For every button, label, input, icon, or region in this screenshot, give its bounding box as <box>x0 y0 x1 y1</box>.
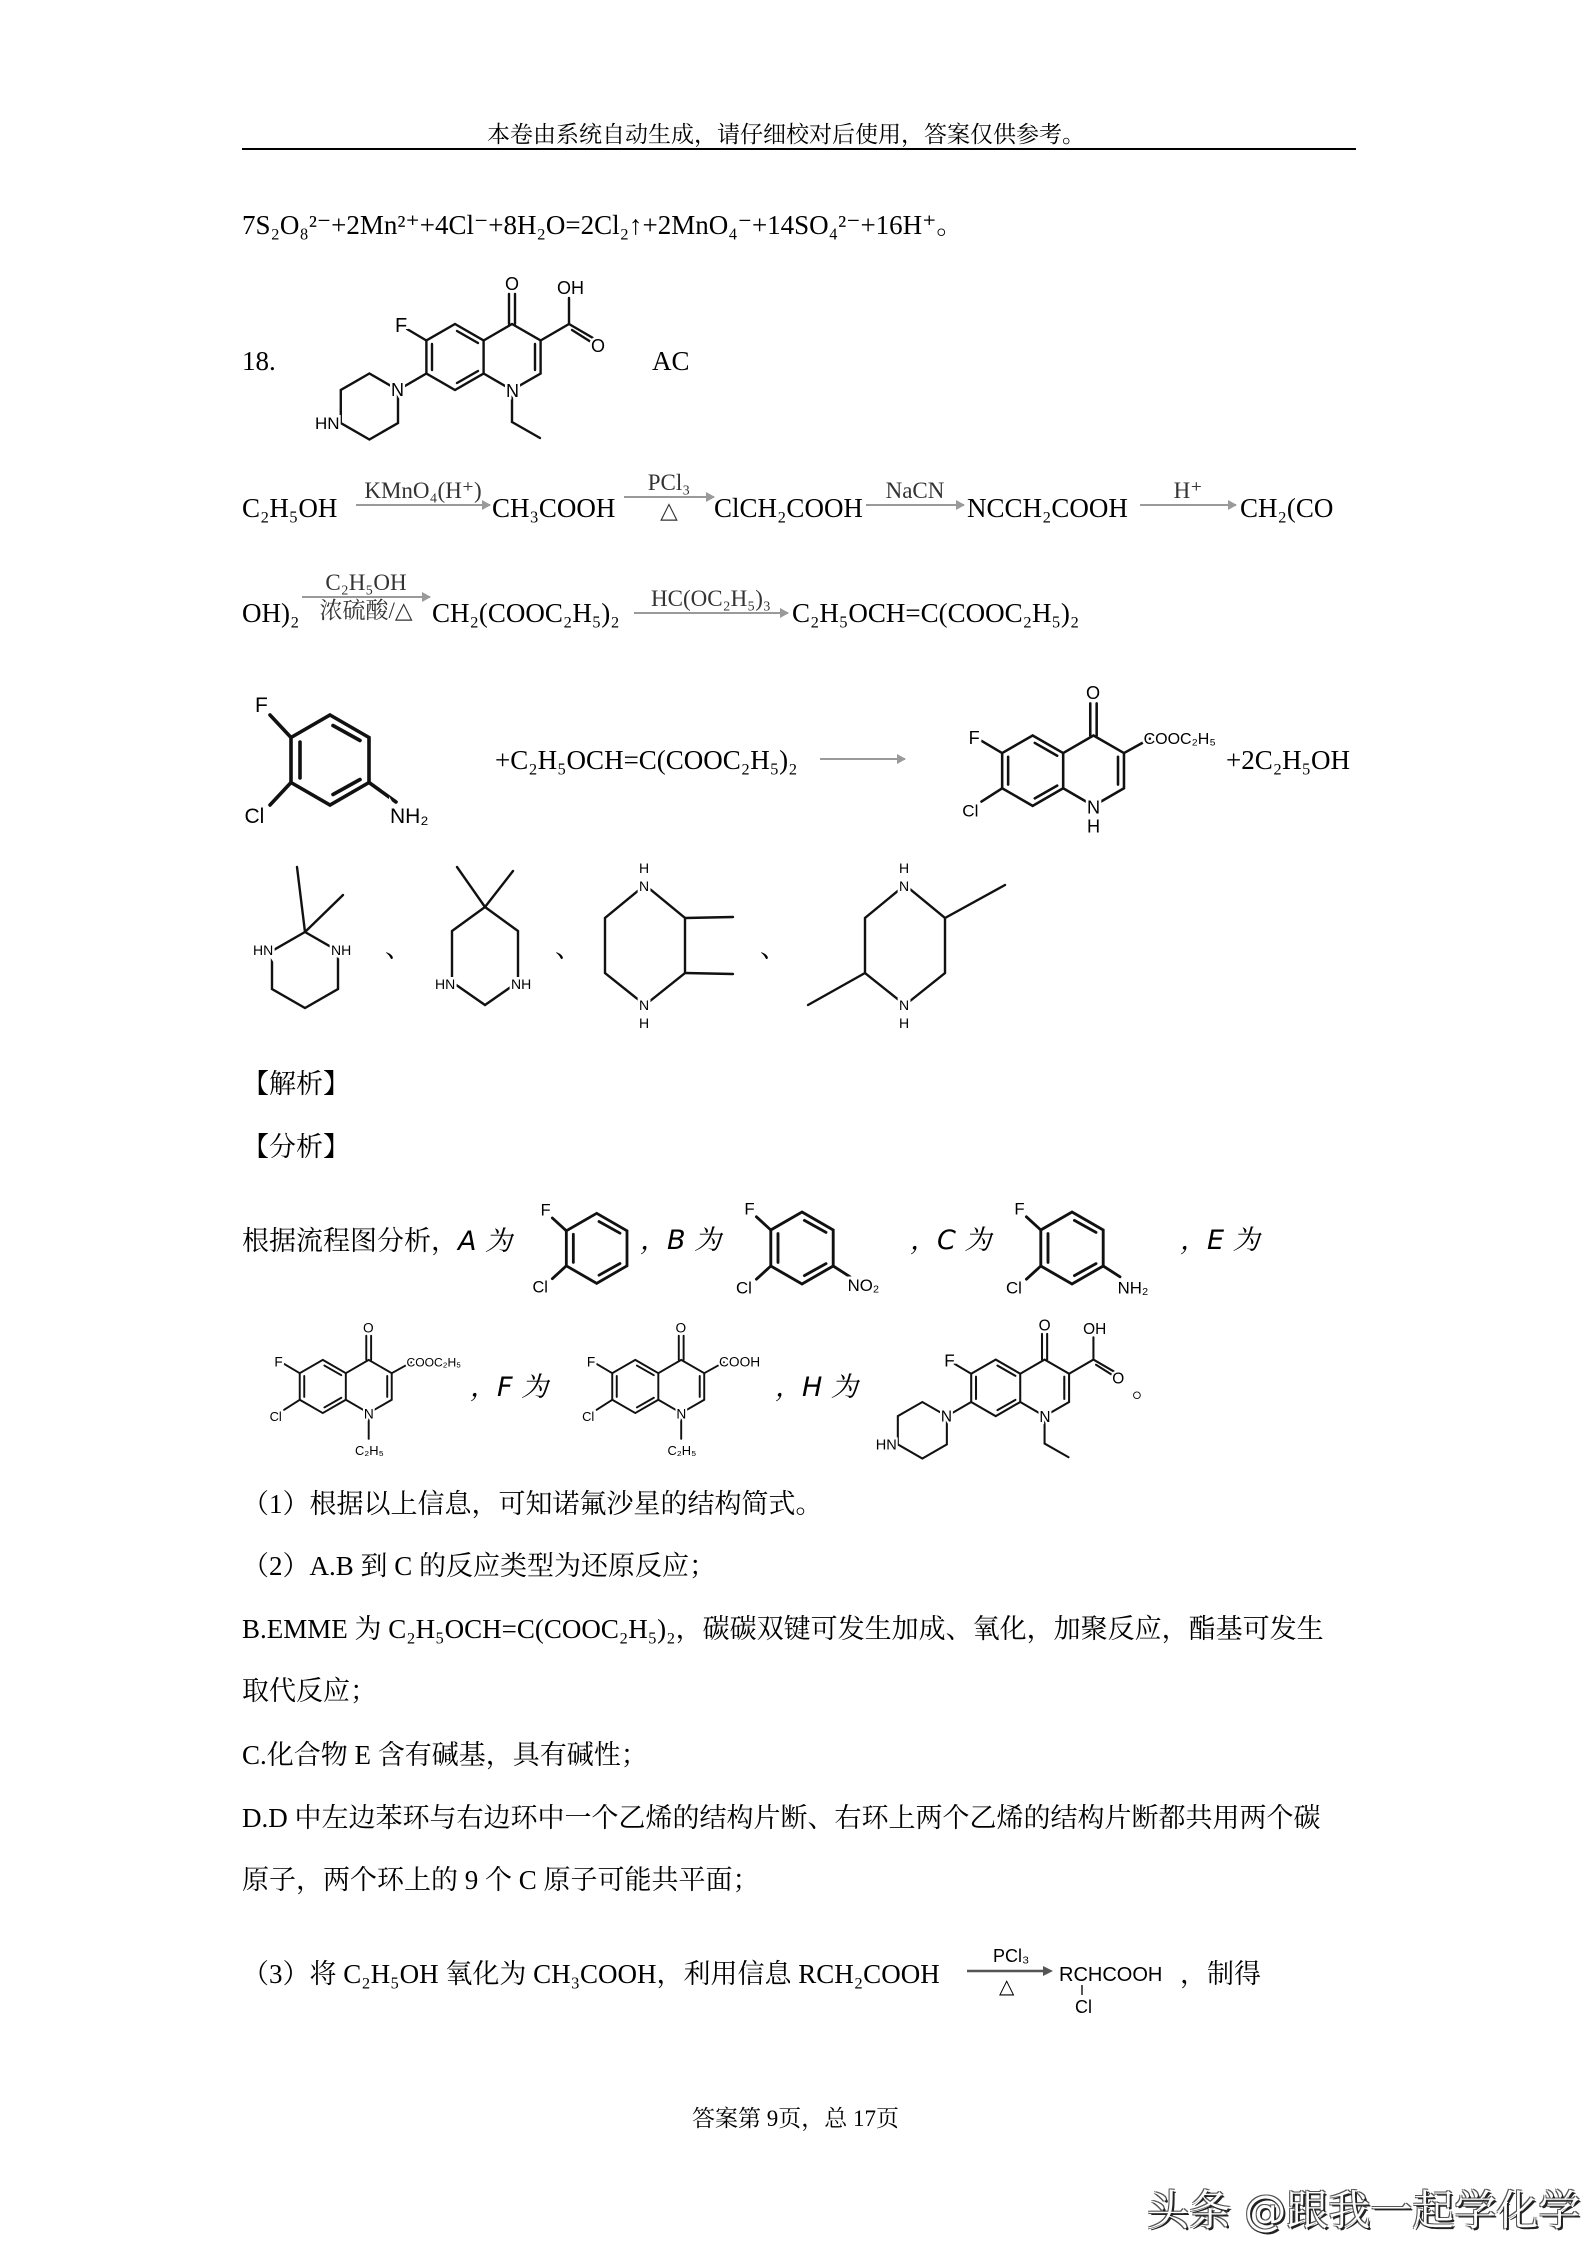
atom-label: O <box>505 274 520 294</box>
sentence-end: 。 <box>1132 1373 1159 1403</box>
atom-label: H <box>1087 816 1101 837</box>
structure-h <box>865 1315 1135 1465</box>
atom-label: O <box>1112 1370 1125 1388</box>
atom-label: C₂H₅ <box>355 1442 384 1458</box>
compound-diethyl-malonate: CH₂(COOC₂H₅)₂ <box>432 598 620 628</box>
answer-option-d: D.D 中左边苯环与右边环中一个乙烯的结构片断、右环上两个乙烯的结构片断都共用两个碳 <box>242 1803 1321 1833</box>
atom-label: OH <box>1083 1320 1107 1338</box>
atom-label: F <box>274 1354 283 1370</box>
atom-label: N <box>940 1408 952 1426</box>
atom-label: F <box>968 728 980 748</box>
isomer-dimethyl-hexahydropyrimidine-5 <box>415 855 565 1035</box>
atom-label: N <box>899 997 910 1013</box>
atom-label: O <box>1038 1317 1051 1335</box>
reaction-arrow <box>356 478 490 506</box>
answer-part-3: （3）将 C₂H₅OH 氧化为 CH₃COOH，利用信息 RCH₂COOH <box>242 1959 940 1989</box>
reaction-arrow <box>1140 478 1236 506</box>
atom-label: Cl <box>244 805 265 828</box>
compound-malonic-acid-end: OH)₂ <box>242 598 300 628</box>
reagent-label: NaCN <box>885 478 945 503</box>
reagent-label: KMnO₄(H⁺) <box>364 478 482 503</box>
section-jiexi: 【解析】 <box>242 1069 350 1099</box>
atom-label: N <box>639 878 650 894</box>
atom-label: HN <box>315 414 340 433</box>
label-h: ，H 为 <box>775 1372 858 1403</box>
structure-b <box>730 1188 910 1296</box>
product-quinolone-ester <box>905 680 1235 840</box>
ion-equation: 7S₂O₈²⁻+2Mn²⁺+4Cl⁻+8H₂O=2Cl₂↑+2MnO₄⁻+14SO₄²⁻+16H⁺。 <box>242 210 964 240</box>
analysis-intro <box>242 1223 512 1260</box>
intro-text: 根据流程图分析， <box>242 1226 458 1256</box>
atom-label: Cl <box>1075 1997 1092 2015</box>
answer-option-b-cont: 取代反应； <box>242 1676 377 1706</box>
atom-label: N <box>1039 1409 1051 1427</box>
reaction-arrow <box>634 586 788 614</box>
header-notice: 本卷由系统自动生成，请仔细校对后使用，答案仅供参考。 <box>487 122 1085 147</box>
atom-label: Cl <box>269 1409 282 1425</box>
structure-c <box>1000 1188 1180 1296</box>
condition-label: △ <box>660 498 678 523</box>
compound-chloroacetic-acid: ClCH₂COOH <box>714 493 863 523</box>
atom-label: F <box>944 1350 955 1371</box>
atom-label: N <box>391 380 404 400</box>
condition-label: 浓硫酸/△ <box>319 598 413 623</box>
question-number: 18. <box>242 346 276 376</box>
atom-label: F <box>1014 1199 1025 1219</box>
label-a: A 为 <box>458 1226 513 1257</box>
atom-label: F <box>395 315 408 337</box>
atom-label: NH₂ <box>1117 1278 1149 1296</box>
atom-label: N <box>506 381 519 401</box>
atom-label: Cl <box>582 1409 595 1425</box>
isomer-dimethyl-hexahydropyrimidine <box>245 855 385 1035</box>
compound-acetic-acid: CH₃COOH <box>492 493 616 523</box>
atom-label: OH <box>557 278 584 298</box>
atom-label: F <box>586 1354 596 1370</box>
byproduct-ethanol: +2C₂H₅OH <box>1226 745 1351 775</box>
atom-label: HN <box>435 976 456 992</box>
isomer-2-3-dimethylpiperazine <box>585 855 765 1035</box>
atom-label: O <box>675 1320 687 1336</box>
atom-label: N <box>639 997 650 1013</box>
structure-a <box>525 1190 645 1295</box>
reaction-arrow <box>866 478 964 506</box>
atom-label: HN <box>875 1437 897 1454</box>
atom-label: NH₂ <box>390 805 429 828</box>
atom-label: Cl <box>962 801 979 821</box>
reagent-label: PCl₃ <box>993 1946 1030 1966</box>
atom-label: O <box>363 1320 374 1336</box>
atom-label: O <box>591 336 606 356</box>
separator: 、 <box>555 933 582 963</box>
atom-label: H <box>899 860 910 876</box>
atom-label: H <box>899 1015 910 1031</box>
atom-label: N <box>1087 797 1101 818</box>
answer-option-b: B.EMME 为 C₂H₅OCH=C(COOC₂H₅)₂，碳碳双键可发生加成、氧化，加聚反应，酯基可发生 <box>242 1614 1324 1644</box>
reaction-arrow <box>302 570 430 624</box>
header-divider <box>242 148 1356 150</box>
compound-emme: C₂H₅OCH=C(COOC₂H₅)₂ <box>792 598 1080 628</box>
label-c: ，C 为 <box>910 1225 992 1256</box>
atom-label: NO₂ <box>847 1276 880 1296</box>
atom-label: COOC₂H₅ <box>406 1355 462 1370</box>
condition-label: △ <box>999 1976 1015 1998</box>
watermark: 头条 @跟我一起学化学 <box>1147 2186 1581 2235</box>
atom-label: HN <box>253 942 274 958</box>
reagent-label: PCl₃ <box>647 470 691 495</box>
answer-option-d-cont: 原子，两个环上的 9 个 C 原子可能共平面； <box>242 1865 760 1895</box>
compound-ethanol: C₂H₅OH <box>242 493 338 523</box>
label-f: ，F 为 <box>470 1372 549 1403</box>
compound-malonic-acid: CH₂(CO <box>1240 493 1334 523</box>
reagent-label: HC(OC₂H₅)₃ <box>651 586 771 611</box>
atom-label: Cl <box>1006 1278 1022 1296</box>
atom-label: F <box>744 1199 755 1219</box>
norfloxacin-structure <box>300 272 610 452</box>
page-footer: 答案第 9页，总 17页 <box>692 2106 899 2131</box>
reaction-arrow <box>820 758 905 760</box>
answer-part-2: （2）A.B 到 C 的反应类型为还原反应； <box>242 1551 717 1581</box>
reagent-label: C₂H₅OH <box>325 570 407 595</box>
atom-label: O <box>1086 683 1101 704</box>
question-answer: AC <box>652 346 690 376</box>
atom-label: F <box>540 1201 551 1220</box>
atom-label: N <box>363 1406 374 1422</box>
atom-label: NH <box>511 976 532 992</box>
chlorination-info-scheme <box>965 1935 1180 2015</box>
structure-e <box>240 1318 470 1463</box>
reactant-chlorofluoroaniline <box>240 685 510 835</box>
reaction-arrow <box>624 470 714 524</box>
reagent-label: H⁺ <box>1173 478 1203 503</box>
reagent-emme: +C₂H₅OCH=C(COOC₂H₅)₂ <box>495 745 798 775</box>
isomer-2-5-dimethylpiperazine <box>800 855 1020 1035</box>
atom-label: C₂H₅ <box>667 1442 697 1458</box>
answer-option-c: C.化合物 E 含有碱基，具有碱性； <box>242 1740 648 1770</box>
answer-part-3-end: ，制得 <box>1180 1959 1261 1989</box>
atom-label: COOC₂H₅ <box>1143 731 1216 748</box>
atom-label: N <box>676 1406 687 1422</box>
section-fenxi: 【分析】 <box>242 1132 350 1162</box>
separator: 、 <box>385 933 412 963</box>
separator: 、 <box>760 933 787 963</box>
product-label: RCHCOOH <box>1059 1964 1163 1986</box>
label-b: ，B 为 <box>640 1225 722 1256</box>
label-e: ，E 为 <box>1180 1225 1260 1256</box>
atom-label: Cl <box>736 1278 752 1296</box>
atom-label: Cl <box>532 1278 548 1295</box>
compound-cyanoacetic-acid: NCCH₂COOH <box>967 493 1128 523</box>
structure-f <box>555 1318 780 1463</box>
atom-label: N <box>899 878 910 894</box>
atom-label: F <box>255 694 268 717</box>
answer-part-1: （1）根据以上信息，可知诺氟沙星的结构简式。 <box>242 1489 823 1519</box>
atom-label: H <box>639 860 650 876</box>
atom-label: H <box>639 1015 650 1031</box>
atom-label: NH <box>331 942 352 958</box>
atom-label: COOH <box>719 1354 761 1370</box>
